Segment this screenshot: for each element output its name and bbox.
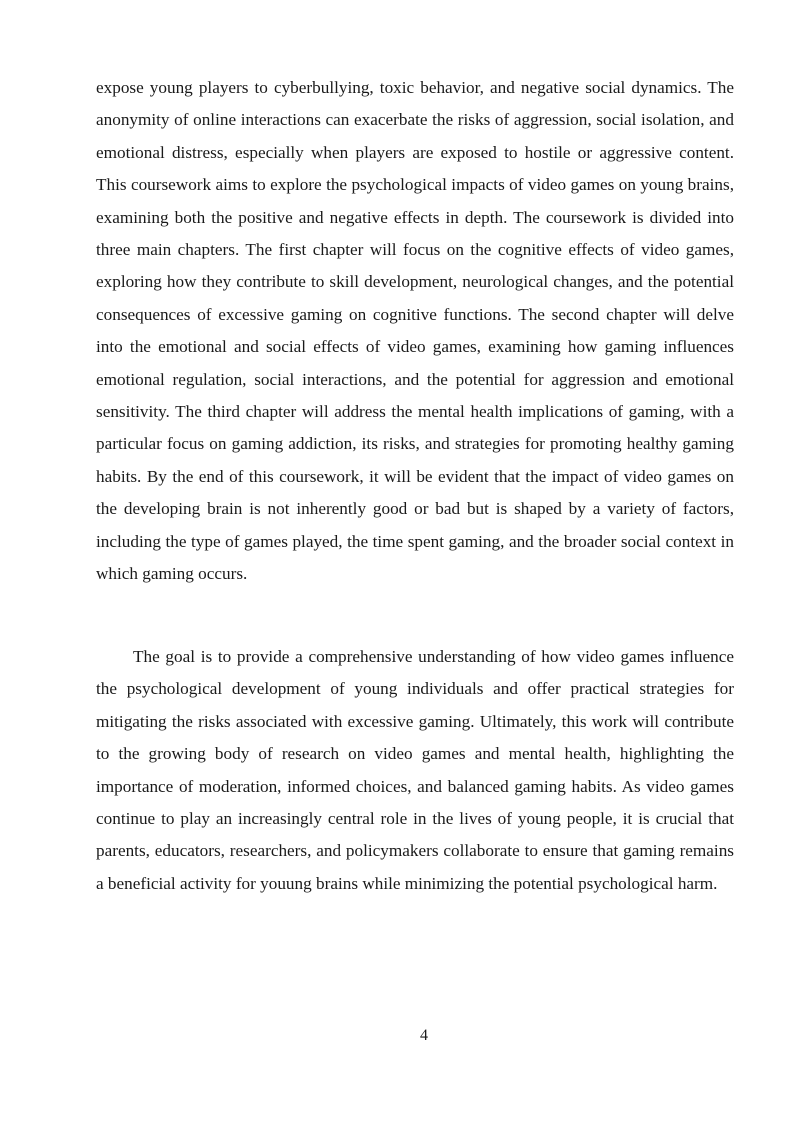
body-paragraph-2: The goal is to provide a comprehensive understanding of how video games influence the psychological development of young individuals and offer practical strategies for mitigating the risks associated with excessive gaming. Ultimately, this work will contribute to the growing body of research on video games and mental health, highlighting the importance of moderation, informed choices, and balanced gaming habits. As video games continue to play an increasingly central role in the lives of young people, it is crucial that parents, educators, researchers, and policymakers collaborate to ensure that gaming remains a beneficial activity for youung brains while minimizing the potential psychological harm. (96, 647, 734, 893)
page-number: 4 (420, 1027, 428, 1044)
body-paragraph-1: expose young players to cyberbullying, toxic behavior, and negative social dynamics. The anonymity of online interactions can exacerbate the risks of aggression, social isolation, and emotional distress, especially when players are exposed to hostile or aggressive content. This coursework aims to explore the psychological impacts of video games on young brains, examining both the positive and negative effects in depth. The coursework is divided into three main chapters. The first chapter will focus on the cognitive effects of video games, exploring how they contribute to skill development, neurological changes, and the potential consequences of excessive gaming on cognitive functions. The second chapter will delve into the emotional and social effects of video games, examining how gaming influences emotional regulation, social interactions, and the potential for aggression and emotional sensitivity. The third chapter will address the mental health implications of gaming, with a particular focus on gaming addiction, its risks, and strategies for promoting healthy gaming habits. By the end of this coursework, it will be evident that the impact of video games on the developing brain is not inherently good or bad but is shaped by a variety of factors, including the type of games played, the time spent gaming, and the broader social context in which gaming occurs. (96, 78, 734, 584)
